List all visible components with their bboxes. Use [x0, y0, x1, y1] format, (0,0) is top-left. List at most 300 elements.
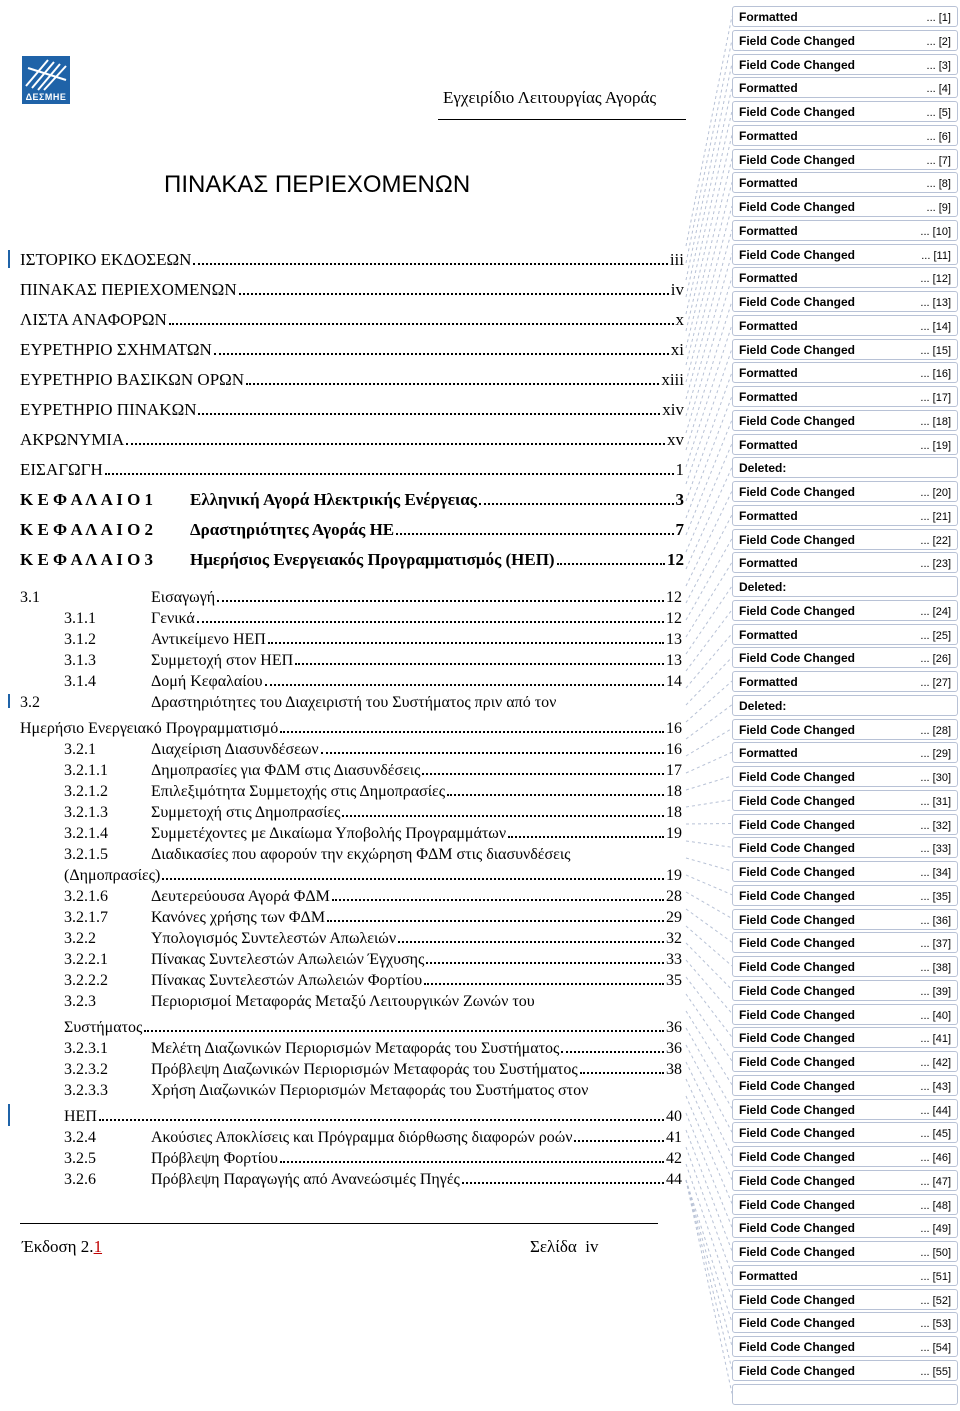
revision-balloon[interactable] — [732, 552, 958, 573]
toc-entry-page: 18 — [666, 804, 682, 821]
revision-type: Field Code Changed — [739, 651, 856, 666]
toc-entry-label-cont: (Δημοπρασίες) — [64, 867, 161, 884]
revision-connector-line — [686, 776, 732, 790]
revision-connector-line — [686, 87, 732, 297]
toc-entry-page: 3 — [675, 490, 684, 509]
toc-entry-page: x — [675, 310, 684, 329]
revision-ref[interactable]: ... [40] — [920, 1009, 951, 1022]
revision-ref[interactable]: ... [20] — [920, 487, 951, 499]
revision-type: Field Code Changed — [739, 912, 856, 927]
toc-entry-page: 36 — [666, 1040, 682, 1057]
revision-connector-line — [686, 729, 732, 757]
toc-entry-number: 3.2.1.1 — [64, 762, 108, 779]
revision-ref[interactable]: ... [49] — [920, 1223, 951, 1236]
revision-connector-line — [686, 634, 732, 689]
toc-entry-label-cont: ΗΕΠ — [64, 1108, 97, 1125]
toc-entry-label: Χρήση Διαζωνικών Περιορισμών Μεταφοράς του Συστήματος στον — [151, 1082, 589, 1099]
toc-entry-number: 3.2.1.4 — [64, 825, 108, 842]
toc-entry-number: 3.1.1 — [64, 610, 96, 627]
toc-entry-page: 19 — [666, 825, 682, 842]
revision-balloon[interactable] — [732, 790, 958, 811]
revision-ref[interactable]: ... [33] — [920, 843, 951, 856]
revision-type: Field Code Changed — [739, 722, 856, 737]
revision-ref[interactable]: ... [44] — [920, 1104, 951, 1117]
revision-balloon[interactable] — [732, 956, 958, 977]
toc-entry-label: Δραστηριότητες Αγοράς ΗΕ — [190, 520, 395, 539]
revision-type: Field Code Changed — [739, 1173, 856, 1188]
revision-connector-line — [686, 1079, 732, 1180]
toc-entry-number: 3.2.1.5 — [64, 846, 108, 863]
revision-balloon[interactable] — [732, 909, 958, 930]
toc-entry-page: xiv — [662, 400, 684, 419]
revision-type: Field Code Changed — [739, 1221, 856, 1236]
revision-ref[interactable]: ... [25] — [920, 629, 951, 642]
revision-balloon[interactable] — [732, 1217, 958, 1238]
revision-connector-line — [686, 539, 732, 621]
toc-entry-number: 3.2.1.2 — [64, 783, 108, 800]
revision-balloon[interactable] — [732, 885, 958, 906]
revision-balloon[interactable] — [732, 362, 958, 383]
revision-ref[interactable]: ... [47] — [920, 1175, 951, 1188]
revision-balloon[interactable] — [732, 1289, 958, 1310]
toc-entry-page: 12 — [666, 589, 682, 606]
revision-type: Deleted: — [739, 461, 787, 476]
revision-balloon[interactable] — [732, 861, 958, 882]
revision-type: Field Code Changed — [739, 295, 856, 309]
toc-entry-label: ΕΥΡΕΤΗΡΙΟ ΣΧΗΜΑΤΩΝ — [20, 340, 212, 359]
toc-entry-label: Ελληνική Αγορά Ηλεκτρικής Ενέργειας — [190, 490, 477, 509]
revision-type: Field Code Changed — [739, 342, 856, 357]
revision-type: Formatted — [739, 508, 798, 523]
toc-entry-label-cont: Ημερήσιο Ενεργειακό Προγραμματισμό — [20, 720, 279, 737]
revision-type: Field Code Changed — [739, 33, 856, 48]
revision-connector-line — [686, 994, 732, 1061]
toc-entry-number: 3.2 — [20, 694, 40, 711]
revision-balloon[interactable] — [732, 30, 958, 51]
revision-type: Field Code Changed — [739, 960, 856, 974]
toc-entry-page: iii — [669, 250, 684, 269]
revision-type: Field Code Changed — [739, 1245, 856, 1259]
toc-entry-page: 18 — [666, 783, 682, 800]
revision-balloon[interactable] — [732, 1384, 958, 1405]
page-number: iv — [585, 1237, 599, 1256]
revision-ref[interactable]: ... [46] — [920, 1152, 951, 1164]
revision-type: Formatted — [739, 223, 798, 238]
revision-ref[interactable]: ... [26] — [920, 653, 951, 666]
revision-balloon[interactable] — [732, 434, 958, 455]
revision-type: Formatted — [739, 81, 798, 96]
toc-entry-label: ΕΥΡΕΤΗΡΙΟ ΠΙΝΑΚΩΝ — [20, 400, 197, 419]
toc-entry-number: 3.1.4 — [64, 673, 96, 690]
revision-ref[interactable]: ... [39] — [920, 985, 951, 998]
revision-connector-line — [686, 1164, 732, 1299]
header-title: Εγχειρίδιο Λειτουργίας Αγοράς — [443, 88, 657, 107]
revision-ref[interactable]: ... [5] — [926, 107, 951, 119]
revision-balloon[interactable] — [732, 576, 958, 597]
revision-connector-line — [686, 926, 732, 966]
toc-entry-number: 3.2.4 — [64, 1129, 96, 1146]
revision-connector-line — [686, 960, 732, 1014]
revision-type: Formatted — [739, 556, 798, 571]
revision-connector-line — [686, 349, 732, 485]
toc-entry-page: 41 — [666, 1129, 682, 1146]
revision-balloon[interactable] — [732, 719, 958, 740]
toc-entry-number: 3.2.1.6 — [64, 888, 108, 905]
toc-entry-label: ΕΙΣΑΓΩΓΗ — [20, 460, 103, 479]
revision-balloon[interactable] — [732, 54, 958, 75]
revision-balloon[interactable] — [732, 1312, 958, 1333]
revision-connector-line — [686, 396, 732, 518]
revision-connector-line — [686, 1011, 732, 1085]
revision-connector-line — [686, 1096, 732, 1204]
revision-type: Formatted — [739, 1268, 798, 1283]
revision-balloon[interactable] — [732, 837, 958, 858]
revision-type: Field Code Changed — [739, 1102, 856, 1117]
revision-balloon[interactable] — [732, 1146, 958, 1167]
revision-type: Field Code Changed — [739, 532, 856, 547]
revision-ref[interactable]: ... [13] — [920, 297, 951, 309]
revision-type: Field Code Changed — [739, 105, 856, 119]
revision-ref[interactable]: ... [36] — [920, 914, 951, 927]
revision-type: Field Code Changed — [739, 1031, 856, 1046]
revision-ref[interactable]: ... [7] — [926, 154, 951, 167]
toc-entry-page: 33 — [666, 951, 682, 968]
toc-entry-number: 3.1.2 — [64, 631, 96, 648]
revision-type: Field Code Changed — [739, 1055, 856, 1069]
revision-balloon[interactable] — [732, 814, 958, 835]
toc-entry-label: Ακούσιες Αποκλίσεις και Πρόγραμμα διόρθωσης διαφορών ροών — [151, 1129, 573, 1146]
revision-balloon[interactable] — [732, 457, 958, 478]
revision-type: Field Code Changed — [739, 200, 856, 214]
revision-connector-line — [686, 325, 732, 467]
toc-entry-page: 28 — [666, 888, 682, 905]
revision-ref[interactable]: ... [30] — [920, 772, 951, 784]
toc-entry-label: ΑΚΡΩΝΥΜΙΑ — [20, 430, 125, 449]
toc-entry-page: 40 — [666, 1108, 682, 1125]
revision-ref[interactable]: ... [12] — [920, 273, 951, 286]
toc-entry-page: 35 — [666, 972, 682, 989]
toc-entry-label: Πίνακας Συντελεστών Απωλειών Έγχυσης — [151, 951, 425, 968]
revision-type: Field Code Changed — [739, 793, 856, 808]
revision-ref[interactable]: ... [23] — [920, 558, 951, 571]
revision-ref[interactable]: ... [14] — [920, 320, 951, 333]
toc-entry-label: Δημοπρασίες για ΦΔΜ στις Διασυνδέσεις — [151, 762, 421, 779]
revision-balloon[interactable] — [732, 1194, 958, 1215]
revision-ref[interactable]: ... [24] — [920, 605, 951, 618]
revision-connector-line — [686, 1130, 732, 1251]
revision-ref[interactable]: ... [38] — [920, 962, 951, 974]
revision-type: Field Code Changed — [739, 1126, 856, 1141]
revision-balloon[interactable] — [732, 149, 958, 170]
revision-ref[interactable]: ... [52] — [920, 1294, 951, 1307]
revision-connector-line — [686, 681, 732, 722]
revision-ref[interactable]: ... [51] — [920, 1270, 951, 1283]
revision-balloon[interactable] — [732, 1241, 958, 1262]
toc-entry-page: 12 — [666, 610, 682, 627]
edition-label: Έκδοση 2. — [22, 1237, 94, 1256]
revision-ref[interactable]: ... [9] — [926, 202, 951, 214]
toc-entry-label: Μελέτη Διαζωνικών Περιορισμών Μεταφοράς του Συστήματος — [151, 1040, 560, 1057]
toc-entry-page: 19 — [666, 867, 682, 884]
revision-balloon[interactable] — [732, 742, 958, 763]
revision-type: Field Code Changed — [739, 152, 856, 167]
revision-type: Field Code Changed — [739, 983, 856, 998]
revision-connector-line — [686, 657, 732, 705]
revision-balloon[interactable] — [732, 1170, 958, 1191]
toc-entry-number: 3.2.3.1 — [64, 1040, 108, 1057]
revision-ref[interactable]: ... [54] — [920, 1342, 951, 1354]
revision-ref[interactable]: ... [6] — [926, 130, 951, 143]
revision-type: Field Code Changed — [739, 485, 856, 499]
revision-balloon[interactable] — [732, 481, 958, 502]
toc-entry-number: Κ Ε Φ Α Λ Α Ι Ο 2 — [20, 520, 154, 539]
revision-balloon[interactable] — [732, 1027, 958, 1048]
toc-entry-label: Διαδικασίες που αφορούν την εκχώρηση ΦΔΜ στις διασυνδέσεις — [151, 846, 571, 863]
revision-type: Field Code Changed — [739, 865, 856, 879]
toc-entry-label: Επιλεξιμότητα Συμμετοχής στις Δημοπρασίες — [151, 783, 446, 800]
revision-ref[interactable]: ... [18] — [920, 415, 951, 428]
toc-entry-number: 3.2.6 — [64, 1171, 96, 1188]
revision-ref[interactable]: ... [34] — [920, 867, 951, 879]
toc-entry-number: 3.2.2 — [64, 930, 96, 947]
toc-entry-number: 3.1 — [20, 589, 40, 606]
revision-type: Field Code Changed — [739, 888, 856, 903]
toc-title: ΠΙΝΑΚΑΣ ΠΕΡΙΕΧΟΜΕΝΩΝ — [164, 171, 471, 198]
toc-entry-label: Αντικείμενο ΗΕΠ — [151, 631, 266, 648]
toc-entry-page: 36 — [666, 1019, 682, 1036]
revision-ref[interactable]: ... [35] — [920, 890, 951, 903]
toc-entry-page: 13 — [666, 652, 682, 669]
toc-entry-number: 3.2.1.3 — [64, 804, 108, 821]
toc-entry-number: 3.2.3.3 — [64, 1082, 108, 1099]
revision-type: Field Code Changed — [739, 247, 856, 262]
revision-ref[interactable]: ... [22] — [920, 534, 951, 547]
revision-ref[interactable]: ... [4] — [926, 83, 951, 96]
toc-entry-label: Συμμετοχή στις Δημοπρασίες — [151, 804, 341, 821]
revision-ref[interactable]: ... [11] — [921, 249, 951, 262]
revision-connector-line — [686, 515, 732, 603]
revision-type: Formatted — [739, 390, 798, 404]
revision-ref[interactable]: ... [55] — [920, 1365, 951, 1378]
revision-ref[interactable]: ... [41] — [920, 1033, 951, 1046]
revision-connector-line — [686, 562, 732, 637]
toc-entry-label: Δομή Κεφαλαίου — [151, 673, 263, 690]
toc-entry-number: 3.2.1.7 — [64, 909, 108, 926]
revision-connector-line — [686, 1045, 732, 1132]
toc-entry-label: Εισαγωγή — [151, 589, 216, 606]
revision-balloon[interactable] — [732, 196, 958, 217]
toc-entry-label: Πρόβλεψη Παραγωγής από Ανανεώσιμές Πηγές — [151, 1171, 460, 1188]
revision-balloon[interactable] — [732, 1075, 958, 1096]
revision-ref[interactable]: ... [42] — [920, 1057, 951, 1069]
revision-ref[interactable]: ... [31] — [920, 795, 951, 808]
revision-balloon[interactable] — [732, 339, 958, 360]
toc-entry-page: 44 — [666, 1171, 682, 1188]
revision-ref[interactable]: ... [32] — [920, 819, 951, 832]
toc-entry-label: ΕΥΡΕΤΗΡΙΟ ΒΑΣΙΚΩΝ ΟΡΩΝ — [20, 370, 245, 389]
toc-entry-number: 3.2.2.2 — [64, 972, 108, 989]
revision-connector-line — [686, 135, 732, 331]
revision-connector-line — [686, 40, 732, 263]
toc-entry-number: 3.2.1 — [64, 741, 96, 758]
revision-connector-line — [686, 752, 732, 773]
toc-entry-page: xi — [670, 340, 684, 359]
revision-balloon[interactable] — [732, 172, 958, 193]
revision-type: Field Code Changed — [739, 817, 856, 832]
revision-balloon[interactable] — [732, 410, 958, 431]
revision-ref[interactable]: ... [10] — [920, 225, 951, 238]
toc-entry-label: Κανόνες χρήσης των ΦΔΜ — [151, 909, 326, 926]
revision-ref[interactable]: ... [50] — [920, 1247, 951, 1259]
revision-type: Field Code Changed — [739, 1363, 856, 1378]
revision-ref[interactable]: ... [3] — [926, 59, 951, 72]
revision-connector-line — [686, 943, 732, 990]
revision-ref[interactable]: ... [8] — [926, 178, 951, 191]
revision-balloon[interactable] — [732, 315, 958, 336]
toc-entry-label: Δευτερεύουσα Αγορά ΦΔΜ — [151, 888, 330, 905]
revision-balloon[interactable] — [732, 6, 958, 27]
revision-connector-line — [686, 705, 732, 739]
revision-balloon[interactable] — [732, 101, 958, 122]
revision-balloon[interactable] — [732, 980, 958, 1001]
revision-type: Deleted: — [739, 580, 787, 594]
toc-entry-label: Πρόβλεψη Διαζωνικών Περιορισμών Μεταφοράς του Συστήματος — [151, 1061, 578, 1078]
revision-type: Field Code Changed — [739, 1007, 856, 1022]
revision-ref[interactable]: ... [15] — [920, 344, 951, 357]
toc-entry-page: 29 — [666, 909, 682, 926]
toc-entry-page: 7 — [675, 520, 684, 539]
revision-type: Formatted — [739, 318, 798, 333]
toc-entry-label: ΛΙΣΤΑ ΑΝΑΦΟΡΩΝ — [20, 310, 167, 329]
revision-type: Formatted — [739, 746, 798, 761]
revision-ref[interactable]: ... [2] — [926, 35, 951, 48]
revision-balloon[interactable] — [732, 647, 958, 668]
revision-balloon[interactable] — [732, 267, 958, 288]
revision-ref[interactable]: ... [16] — [920, 368, 951, 381]
revision-balloon[interactable] — [732, 529, 958, 550]
revision-balloon[interactable] — [732, 766, 958, 787]
revision-type: Field Code Changed — [739, 1316, 856, 1331]
toc-entry-number: Κ Ε Φ Α Λ Α Ι Ο 1 — [20, 490, 154, 509]
revision-ref[interactable]: ... [27] — [920, 677, 951, 689]
revision-balloon[interactable] — [732, 220, 958, 241]
revision-balloon[interactable] — [732, 291, 958, 312]
revision-balloon[interactable] — [732, 505, 958, 526]
revision-connector-line — [686, 841, 732, 847]
revision-balloon[interactable] — [732, 932, 958, 953]
revision-connector-line — [686, 977, 732, 1037]
toc-entry-page: xv — [667, 430, 684, 449]
revision-ref[interactable]: ... [1] — [926, 12, 951, 24]
revision-ref[interactable]: ... [48] — [920, 1199, 951, 1212]
toc-entry-label: Συμμετοχή στον ΗΕΠ — [151, 652, 294, 669]
revision-ref[interactable]: ... [21] — [920, 510, 951, 523]
revision-ref[interactable]: ... [19] — [920, 439, 951, 452]
revision-balloon[interactable] — [732, 77, 958, 98]
revision-balloon[interactable] — [732, 1265, 958, 1286]
revision-ref[interactable]: ... [28] — [920, 724, 951, 737]
revision-type: Field Code Changed — [739, 936, 856, 951]
toc-entry-label: Γενικά — [151, 610, 195, 627]
revision-connector-line — [686, 858, 732, 871]
revision-type: Field Code Changed — [739, 770, 856, 784]
revision-type: Field Code Changed — [739, 603, 856, 618]
revision-connector-line — [686, 111, 732, 314]
revision-type: Formatted — [739, 10, 798, 24]
revision-type: Formatted — [739, 176, 798, 191]
revision-connector-line — [686, 824, 732, 825]
toc-entry-page: 42 — [666, 1150, 682, 1167]
revision-balloon[interactable] — [732, 1004, 958, 1025]
toc-entry-page: xiii — [661, 370, 684, 389]
revision-type: Deleted: — [739, 698, 787, 713]
page-label: Σελίδα — [530, 1237, 577, 1256]
revision-type: Formatted — [739, 128, 798, 143]
revision-connector-line — [686, 1180, 732, 1346]
revision-type: Formatted — [739, 675, 798, 689]
revision-type: Field Code Changed — [739, 57, 856, 72]
toc-entry-number: 3.2.2.1 — [64, 951, 108, 968]
revision-balloon[interactable] — [732, 1122, 958, 1143]
revision-connector-line — [686, 1180, 732, 1322]
edition-revision: 1 — [93, 1237, 103, 1256]
revision-balloon[interactable] — [732, 1336, 958, 1357]
revision-ref[interactable]: ... [45] — [920, 1128, 951, 1141]
revision-ref[interactable]: ... [43] — [920, 1080, 951, 1093]
revision-balloon[interactable] — [732, 624, 958, 645]
revision-balloon[interactable] — [732, 1360, 958, 1381]
toc-entry-page: 32 — [666, 930, 682, 947]
revision-ref[interactable]: ... [29] — [920, 748, 951, 761]
revision-balloon[interactable] — [732, 671, 958, 692]
revision-type: Field Code Changed — [739, 841, 856, 856]
toc-entry-label: Ημερήσιος Ενεργειακός Προγραμματισμός (ΗΕΠ) — [190, 550, 555, 569]
toc-entry-page: 13 — [666, 631, 682, 648]
revision-type: Field Code Changed — [739, 1197, 856, 1212]
toc-entry-label: Διαχείριση Διασυνδέσεων — [151, 741, 319, 758]
revision-type: Field Code Changed — [739, 1292, 856, 1307]
revision-ref[interactable]: ... [17] — [920, 392, 951, 404]
revision-ref[interactable]: ... [53] — [920, 1318, 951, 1331]
toc-entry-label: Υπολογισμός Συντελεστών Απωλειών — [151, 930, 397, 947]
revision-type: Field Code Changed — [739, 1150, 856, 1164]
revision-connector-line — [686, 875, 732, 895]
revision-type: Field Code Changed — [739, 1078, 856, 1093]
toc-entry-label: Δραστηριότητες του Διαχειριστή του Συστήματος πριν από τον — [151, 694, 557, 711]
revision-balloon[interactable] — [732, 1099, 958, 1120]
toc-entry-number: Κ Ε Φ Α Λ Α Ι Ο 3 — [20, 550, 154, 569]
toc-entry-page: 16 — [666, 720, 682, 737]
revision-balloon[interactable] — [732, 1051, 958, 1072]
revision-ref[interactable]: ... [37] — [920, 938, 951, 951]
revision-balloon[interactable] — [732, 244, 958, 265]
revision-balloon[interactable] — [732, 695, 958, 716]
revision-type: Field Code Changed — [739, 413, 856, 428]
revision-balloon[interactable] — [732, 125, 958, 146]
toc-entry-number: 3.1.3 — [64, 652, 96, 669]
revision-connector-line — [686, 800, 732, 807]
toc-entry-label: Πίνακας Συντελεστών Απωλειών Φορτίου — [151, 972, 423, 989]
toc-entry-page: 14 — [666, 673, 682, 690]
revision-type: Field Code Changed — [739, 1340, 856, 1354]
revision-balloon[interactable] — [732, 386, 958, 407]
revision-balloon[interactable] — [732, 600, 958, 621]
toc-entry-label: Πρόβλεψη Φορτίου — [151, 1150, 278, 1167]
revision-connector-line — [686, 444, 732, 553]
toc-entry-number: 3.2.3 — [64, 993, 96, 1010]
revision-type: Formatted — [739, 627, 798, 642]
toc-entry-label: ΙΣΤΟΡΙΚΟ ΕΚΔΟΣΕΩΝ — [20, 250, 192, 269]
